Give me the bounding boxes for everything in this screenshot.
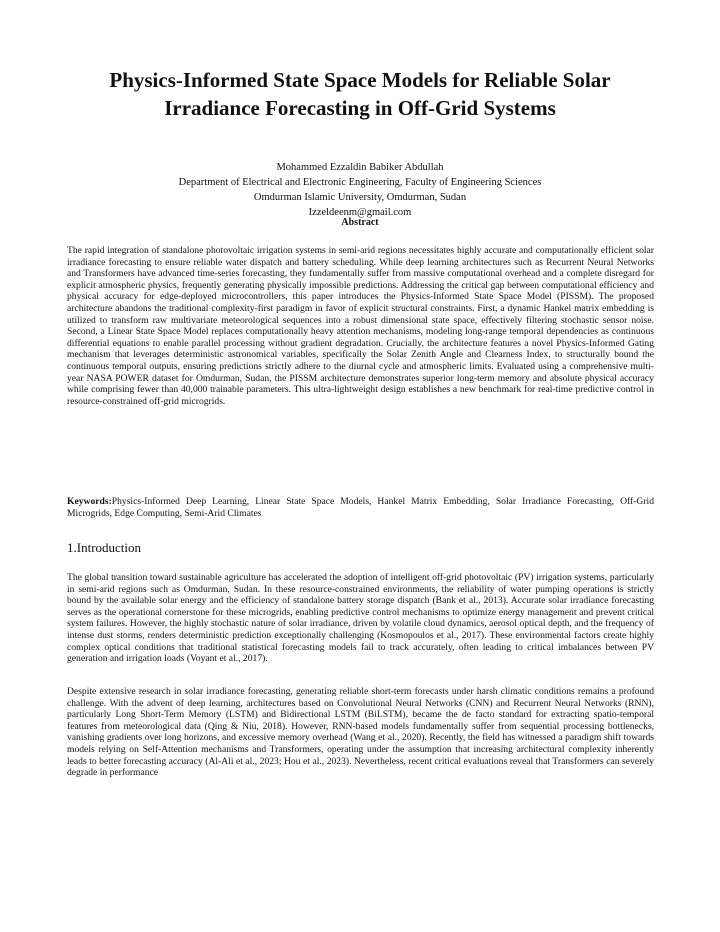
paper-title: Physics-Informed State Space Models for Reliable Solar Irradiance Forecasting in Off-Grid Systems [109, 68, 611, 120]
abstract-heading: Abstract [341, 217, 379, 228]
abstract-text: The rapid integration of standalone photovoltaic irrigation systems in semi-arid regions necessitates highly accurate and computationally efficient solar irradiance forecasting to ensure reliable water dispatch and battery scheduling. While deep learning architectures such as Recurrent Neural Networks and Transformers have advanced time-series forecasting, they fundamentally suffer from massive computational overhead and a complete disregard for explicit atmospheric physics, frequently generating physically impossible predictions. Addressing the critical gap between computational efficiency and physical accuracy for edge-deployed microcontrollers, this paper introduces the Physics-Informed State Space Model (PISSM). The proposed architecture abandons the traditional complexity-first paradigm in favor of explicit structural constraints. First, a dynamic Hankel matrix embedding is utilized to transform raw multivariate meteorological sequences into a robust dimensional state space, effectively filtering stochastic sensor noise. Second, a Linear State Space Model replaces computationally heavy attention mechanisms, modeling long-range temporal dependencies as continuous differential equations to enable parallel processing without gradient degradation. Crucially, the architecture features a novel Physics-Informed Gating mechanism that leverages deterministic astronomical variables, specifically the Solar Zenith Angle and Clearness Index, to structurally bound the continuous temporal outputs, ensuring predictions strictly adhere to the diurnal cycle and atmospheric limits. Evaluated using a comprehensive multi-year NASA POWER dataset for Omdurman, Sudan, the PISSM architecture demonstrates superior long-term memory and absolute physical accuracy while comprising fewer than 40,000 trainable parameters. This ultra-lightweight design establishes a new benchmark for real-time predictive control in resource-constrained off-grid microgrids. [67, 245, 654, 407]
keywords-text: Physics-Informed Deep Learning, Linear State Space Models, Hankel Matrix Embedding, Solar Irradiance Forecasting, Off-Grid Microgrids, Edge Computing, Semi-Arid Climates [67, 496, 654, 519]
author-university: Omdurman Islamic University, Omdurman, Sudan [253, 192, 467, 203]
author-department: Department of Electrical and Electronic Engineering, Faculty of Engineering Sciences [178, 177, 542, 188]
author-email: Izzeldeenm@gmail.com [308, 207, 412, 218]
keywords-label: Keywords: [67, 496, 112, 507]
introduction-paragraph-1: The global transition toward sustainable agriculture has accelerated the adoption of intelligent off-grid photovoltaic (PV) irrigation systems, particularly in semi-arid regions such as Omdurman, Sudan. In these resource-constrained environments, the reliability of water pumping operations is strictly bound by the available solar energy and the efficiency of standalone battery storage dispatch (Bank et al., 2013). Accurate solar irradiance forecasting serves as the operational cornerstone for these microgrids, enabling predictive control mechanisms to optimize energy management and prevent critical system failures. However, the highly stochastic nature of solar irradiance, driven by volatile cloud dynamics, aerosol optical depth, and the frequency of intense dust storms, renders deterministic prediction exceptionally challenging (Kosmopoulos et al., 2017). These environmental factors create highly complex optical conditions that traditional statistical forecasting models fail to track accurately, often leading to critical imbalances between PV generation and irrigation loads (Voyant et al., 2017). [67, 572, 654, 665]
author-name: Mohammed Ezzaldin Babiker Abdullah [276, 162, 444, 173]
introduction-paragraph-2: Despite extensive research in solar irradiance forecasting, generating reliable short-term forecasts under harsh climatic conditions remains a profound challenge. With the advent of deep learning, architectures based on Convolutional Neural Networks (CNN) and Recurrent Neural Networks (RNN), particularly Long Short-Term Memory (LSTM) and Bidirectional LSTM (BiLSTM), became the de facto standard for extracting spatio-temporal features from meteorological data (Qing & Niu, 2018). However, RNN-based models fundamentally suffer from sequential processing bottlenecks, vanishing gradients over long horizons, and excessive memory overhead (Wang et al., 2020). Recently, the field has witnessed a paradigm shift towards models relying on Self-Attention mechanisms and Transformers, operating under the assumption that increasing architectural complexity inherently leads to better forecasting accuracy (Al-Ali et al., 2023; Hou et al., 2023). Nevertheless, recent critical evaluations reveal that Transformers can severely degrade in performance [67, 686, 654, 779]
keywords-block [67, 496, 654, 519]
section-heading-introduction: 1.Introduction [67, 540, 142, 555]
author-block [60, 160, 660, 220]
